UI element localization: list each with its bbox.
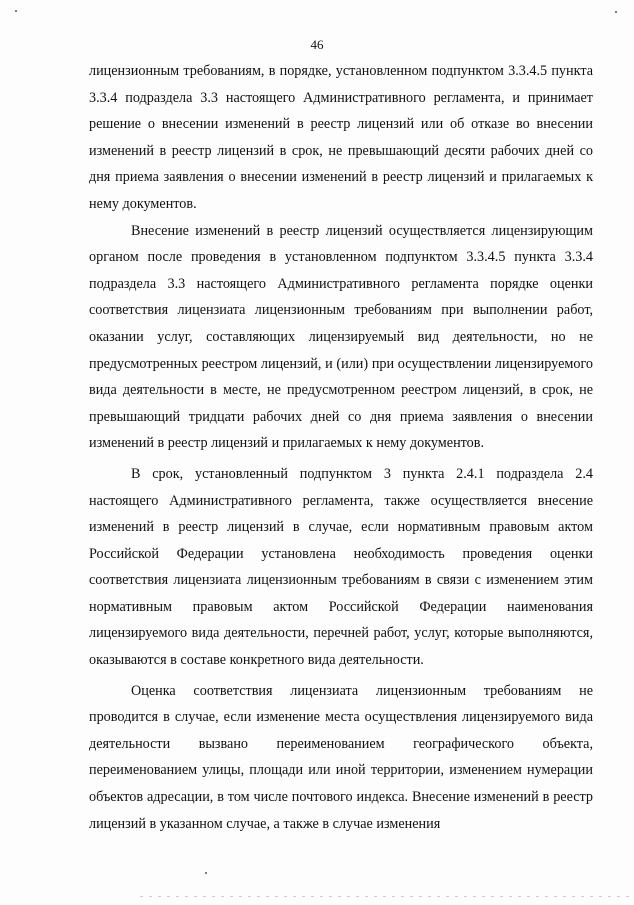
document-body bbox=[89, 58, 593, 837]
scan-edge-line bbox=[140, 896, 634, 897]
paragraph-3: В срок, установленный подпунктом 3 пункта 2.4.1 подраздела 2.4 настоящего Административного регламента, также осуществляется внесение изменений в реестр лицензий в случае, если нормативным правовым актом Российской Федерации установлена необходимость проведения оценки соответствия лицензиата лицензионным требованиям в связи с изменением этим нормативным правовым актом Российской Федерации наименования лицензируемого вида деятельности, перечней работ, услуг, которые выполняются, оказываются в составе конкретного вида деятельности. bbox=[89, 465, 593, 669]
scan-speck bbox=[615, 11, 617, 13]
paragraph-4: Оценка соответствия лицензиата лицензионным требованиям не проводится в случае, если изменение места осуществления лицензируемого вида деятельности вызвано переименованием географического объекта, переименованием улицы, площади или иной территории, изменением нумерации объектов адресации, в том числе почтового индекса. Внесение изменений в реестр лицензий в указанном случае, а также в случае изменения bbox=[89, 682, 593, 832]
paragraph-1: лицензионным требованиям, в порядке, установленном подпунктом 3.3.4.5 пункта 3.3.4 подраздела 3.3 настоящего Административного регламента, и принимает решение о внесении изменений в реестр лицензий или об отказе во внесении изменений в реестр лицензий в срок, не превышающий десяти рабочих дней со дня приема заявления о внесении изменений в реестр лицензий и прилагаемых к нему документов. bbox=[89, 63, 593, 212]
scan-speck bbox=[15, 10, 17, 12]
paragraph-2: Внесение изменений в реестр лицензий осуществляется лицензирующим органом после проведения в установленном подпунктом 3.3.4.5 пункта 3.3.4 подраздела 3.3 настоящего Административного регламента порядке оценки соответствия лицензиата лицензионным требованиям при выполнении работ, оказании услуг, составляющих лицензируемый вид деятельности, но не предусмотренных реестром лицензий, и (или) при осуществлении лицензируемого вида деятельности в месте, не предусмотренном реестром лицензий, в срок, не превышающий тридцати рабочих дней со дня приема заявления о внесении изменений в реестр лицензий и прилагаемых к нему документов. bbox=[89, 222, 593, 452]
page-number: 46 bbox=[310, 37, 324, 52]
scan-speck bbox=[205, 872, 207, 874]
